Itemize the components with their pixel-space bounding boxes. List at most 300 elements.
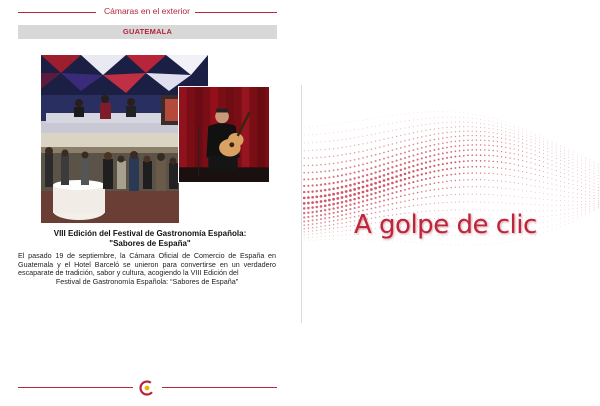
wave-dot [547,199,548,200]
wave-dot [568,220,569,221]
wave-dot [387,188,389,190]
wave-dot [577,170,578,171]
wave-dot [510,182,511,183]
wave-dot [412,154,414,156]
wave-dot [568,167,569,168]
wave-dot [409,206,410,207]
wave-dot [404,183,406,185]
wave-dot [581,215,582,216]
wave-dot [412,176,414,178]
wave-dot [581,166,582,167]
wave-dot [379,125,380,126]
wave-dot [467,194,468,195]
wave-dot [556,185,557,186]
wave-dot [585,180,586,181]
wave-dot [476,194,477,195]
wave-dot [400,195,402,197]
wave-dot [589,185,590,186]
wave-dot [585,165,586,166]
wave-dot [350,122,351,123]
wave-dot [446,187,447,188]
wave-dot [539,234,540,235]
wave-dot [585,207,586,208]
wave-dot [370,173,372,175]
wave-dot [442,195,443,196]
wave-dot [585,209,586,210]
wave-dot [547,172,548,173]
wave-dot [459,155,461,157]
article-body-last: Festival de Gastronomía Española: “Sabores de España” [55,276,239,286]
wave-dot [363,128,364,129]
wave-dot [581,194,582,195]
wave-dot [329,228,330,229]
wave-dot [577,211,578,212]
wave-dot [480,172,481,173]
wave-dot [489,117,490,118]
wave-dot [476,139,477,140]
wave-dot [362,196,365,199]
wave-dot [366,162,368,164]
wave-dot [510,196,511,197]
wave-dot [404,152,406,154]
wave-dot [353,188,356,191]
wave-dot [337,235,338,236]
wave-dot [573,193,574,194]
footer-rule-left [18,387,133,388]
wave-dot [320,171,322,173]
wave-dot [497,243,498,244]
wave-dot [316,150,317,151]
wave-dot [514,158,515,159]
wave-dot [408,145,410,147]
wave-dot [409,242,410,243]
wave-dot [417,112,418,113]
wave-dot [438,143,440,145]
wave-dot [333,235,334,236]
wave-dot [374,192,376,194]
wave-dot [467,166,469,168]
wave-dot [480,194,481,195]
wave-dot [568,223,569,224]
wave-dot [395,175,398,178]
wave-dot [510,241,511,242]
wave-dot [345,209,347,211]
wave-dot [501,146,502,147]
wave-dot [328,188,331,191]
wave-dot [307,185,309,187]
article-body-main: El pasado 19 de septiembre, la Cámara Oficial de Comercio de España en Guatemala y el Hotel Barceló se unieron para convertirse en un verdadero escaparate de tradición, sabor y cultura, acogiendo la VIII Edición del [18,251,276,278]
wave-dot [447,117,448,118]
wave-dot [451,131,452,132]
wave-dot [468,117,469,118]
wave-dot [493,187,494,188]
wave-dot [308,127,309,128]
wave-dot [312,126,313,127]
wave-dot [324,209,326,211]
wave-dot [488,166,489,167]
wave-dot [345,173,347,175]
wave-dot [564,173,565,174]
wave-dot [577,219,578,220]
wave-dot [476,114,477,115]
wave-dot [391,161,393,163]
wave-dot [345,154,346,155]
wave-dot [568,196,569,197]
wave-dot [573,180,574,181]
wave-dot [598,166,599,167]
wave-dot [459,194,460,195]
wave-dot [413,138,415,140]
wave-dot [573,184,574,185]
wave-dot [526,156,527,157]
wave-dot [396,191,398,193]
article-title [30,229,270,249]
wave-dot [509,148,510,149]
wave-dot [354,121,355,122]
wave-dot [531,142,532,143]
wave-dot [430,129,431,130]
wave-dot [408,177,410,179]
wave-dot [408,166,410,168]
wave-dot [522,155,523,156]
wave-dot [320,157,321,158]
wave-dot [404,162,406,164]
wave-dot [526,161,527,162]
wave-dot [497,202,498,203]
wave-dot [341,218,343,220]
wave-dot [560,176,561,177]
wave-dot [350,153,351,154]
wave-dot [383,205,385,207]
wave-dot [358,129,359,130]
wave-dot [303,224,305,226]
wave-dot [488,160,489,161]
wave-dot [577,214,578,215]
wave-dot [459,135,461,137]
wave-dot [421,152,423,154]
wave-dot [304,231,305,232]
wave-dot [472,126,473,127]
wave-dot [371,148,373,150]
wave-dot [451,194,452,195]
wave-dot [425,184,427,186]
wave-dot [367,142,368,143]
wave-dot [387,199,389,201]
wave-dot [451,117,452,118]
wave-dot [370,203,372,205]
wave-dot [505,242,506,243]
wave-dot [501,174,502,175]
wave-dot [476,154,478,156]
wave-dot [324,225,326,227]
wave-dot [552,164,553,165]
wave-dot [312,172,314,174]
wave-dot [434,196,435,197]
wave-dot [556,215,557,216]
wave-dot [476,179,477,180]
wave-dot [350,146,351,147]
wave-dot [535,186,536,187]
wave-dot [337,215,339,217]
wave-dot [320,189,322,191]
wave-dot [535,164,536,165]
wave-dot [396,154,398,156]
wave-dot [484,202,485,203]
wave-dot [354,145,355,146]
wave-dot [480,186,481,187]
wave-dot [581,169,582,170]
wave-dot [329,232,330,233]
wave-dot [543,150,544,151]
wave-dot [446,168,448,170]
wave-dot [324,200,327,203]
wave-dot [564,165,565,166]
wave-dot [476,201,477,202]
wave-dot [589,203,590,204]
wave-dot [442,127,443,128]
wave-dot [594,183,595,184]
wave-dot [547,205,548,206]
wave-dot [371,126,372,127]
wave-dot [408,200,410,202]
wave-dot [594,195,595,196]
wave-dot [362,200,364,202]
wave-dot [350,239,351,240]
wave-dot [467,130,468,131]
wave-dot [594,180,595,181]
wave-dot [349,204,351,206]
wave-dot [350,234,351,235]
wave-dot [345,161,347,163]
wave-dot [598,170,599,171]
wave-dot [467,179,468,180]
wave-dot [307,207,310,210]
wave-dot [371,141,372,142]
wave-dot [308,234,309,235]
wave-dot [543,139,544,140]
wave-dot [421,168,423,170]
wave-dot [573,153,574,154]
wave-dot [316,236,317,237]
wave-dot [560,226,561,227]
wave-dot [400,121,401,122]
wave-dot [581,160,582,161]
wave-dot [568,179,569,180]
wave-dot [307,216,309,218]
wave-dot [438,111,439,112]
wave-dot [409,133,410,134]
wave-dot [556,190,557,191]
wave-dot [581,158,582,159]
wave-dot [433,154,435,156]
wave-dot [526,191,527,192]
wave-dot [308,237,309,238]
wave-dot [560,214,561,215]
wave-dot [333,148,334,149]
wave-dot [450,174,452,176]
wave-dot [484,120,485,121]
wave-dot [366,194,369,197]
wave-dot [413,144,415,146]
wave-dot [396,202,398,204]
wave-dot [589,198,590,199]
wave-dot [552,141,553,142]
wave-dot [350,138,351,139]
wave-dot [501,156,502,157]
wave-dot [324,177,326,179]
wave-dot [434,123,435,124]
wave-dot [392,123,393,124]
wave-dot [488,155,489,156]
wave-dot [349,208,351,210]
wave-dot [589,178,590,179]
wave-dot [589,188,590,189]
wave-dot [383,174,386,177]
wave-dot [463,112,464,113]
wave-dot [320,177,322,179]
wave-dot [316,190,318,192]
wave-dot [543,153,544,154]
wave-dot [564,196,565,197]
wave-dot [531,179,532,180]
wave-dot [400,135,401,136]
wave-dot [518,203,519,204]
wave-dot [303,165,304,166]
wave-dot [505,131,506,132]
wave-dot [384,117,385,118]
wave-dot [505,147,506,148]
wave-dot [552,230,553,231]
wave-dot [308,231,309,232]
wave-dot [363,120,364,121]
wave-dot [408,194,410,196]
wave-dot [589,211,590,212]
wave-dot [488,128,489,129]
wave-dot [434,182,436,184]
page-headline: A golpe de clic [354,210,537,240]
wave-dot [425,141,427,143]
wave-dot [539,192,540,193]
wave-dot [400,201,402,203]
wave-dot [337,162,339,164]
wave-dot [493,118,494,119]
wave-dot [329,133,330,134]
wave-dot [425,197,426,198]
wave-dot [379,201,381,203]
wave-dot [337,147,338,148]
wave-dot [514,137,515,138]
wave-dot [552,225,553,226]
wave-dot [526,132,527,133]
wave-dot [585,211,586,212]
wave-dot [480,135,481,136]
wave-dot [585,213,586,214]
wave-dot [438,170,440,172]
wave-dot [509,139,510,140]
wave-dot [353,198,356,201]
wave-dot [459,173,461,175]
wave-dot [564,151,565,152]
wave-dot [497,146,498,147]
wave-dot [346,234,347,235]
wave-dot [505,195,506,196]
wave-dot [552,153,553,154]
wave-dot [378,186,381,189]
wave-dot [391,192,393,194]
wave-dot [577,208,578,209]
wave-dot [547,226,548,227]
wave-dot [577,164,578,165]
wave-dot [535,150,536,151]
wave-dot [543,146,544,147]
wave-dot [333,212,335,214]
wave-dot [438,202,439,203]
wave-dot [358,171,360,173]
wave-dot [371,134,372,135]
wave-dot [547,183,548,184]
wave-dot [337,169,339,171]
wave-dot [366,179,369,182]
wave-dot [484,149,485,150]
wave-dot [509,152,510,153]
wave-dot [539,198,540,199]
wave-dot [556,224,557,225]
wave-dot [581,204,582,205]
wave-dot [518,126,519,127]
article-title-line1: VIII Edición del Festival de Gastronomía Española: [53,229,247,238]
wave-dot [383,158,385,160]
wave-dot [568,175,569,176]
wave-dot [408,150,410,152]
wave-dot [417,205,418,206]
wave-dot [556,149,557,150]
wave-dot [522,184,523,185]
wave-dot [459,186,460,187]
wave-dot [417,148,419,150]
wave-dot [404,157,406,159]
wave-dot [543,144,544,145]
wave-dot [480,127,481,128]
wave-dot [489,187,490,188]
wave-dot [518,170,519,171]
wave-dot [421,125,422,126]
wave-dot [303,202,306,205]
wave-dot [518,145,519,146]
wave-dot [598,190,599,191]
wave-dot [383,200,385,202]
wave-dot [488,132,489,133]
wave-dot [438,122,439,123]
wave-dot [497,180,498,181]
wave-dot [329,163,331,165]
wave-dot [472,130,473,131]
wave-dot [404,146,406,148]
wave-dot [526,144,527,145]
wave-dot [412,181,414,183]
wave-dot [514,164,515,165]
wave-dot [522,136,523,137]
wave-dot [514,153,515,154]
wave-dot [488,145,489,146]
wave-dot [391,187,393,189]
wave-dot [442,244,443,245]
wave-dot [396,136,397,137]
wave-dot [455,202,456,203]
wave-dot [434,134,435,135]
wave-dot [543,205,544,206]
wave-dot [362,169,364,171]
wave-dot [438,176,440,178]
